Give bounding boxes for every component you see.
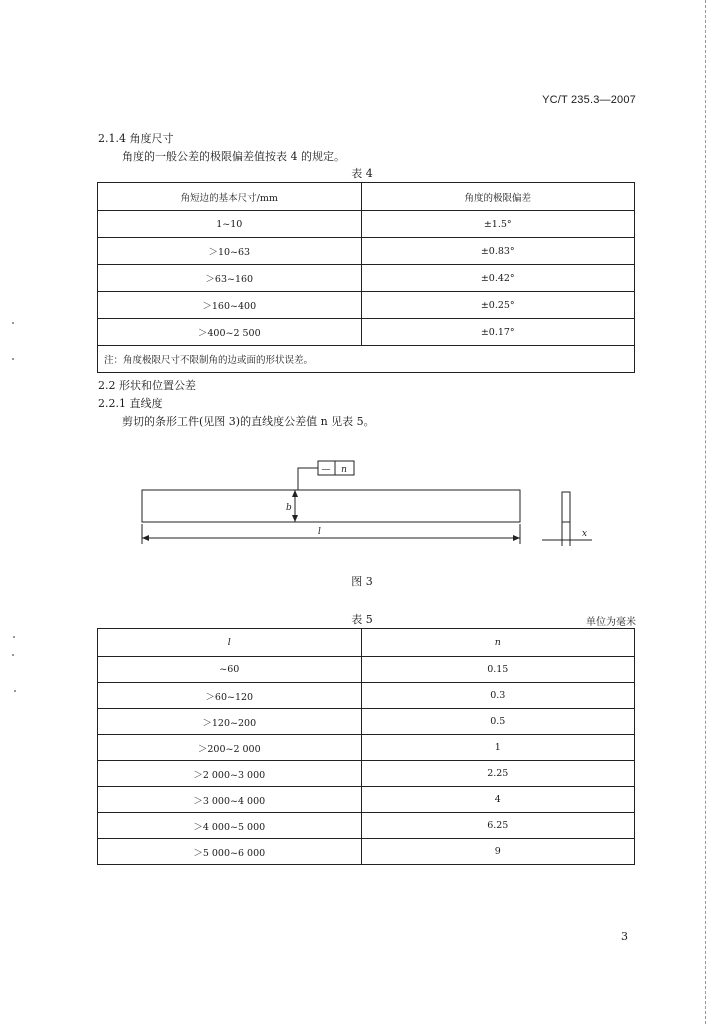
strip-workpiece: [142, 490, 520, 522]
table4-cell: ＞160~400: [98, 292, 362, 319]
label-l: l: [318, 527, 321, 537]
scan-speck: [12, 322, 14, 324]
table-row: [98, 238, 635, 265]
table4-cell: ±1.5°: [361, 211, 634, 238]
table5-cell: 1: [361, 735, 634, 761]
table5-cell: 0.5: [361, 709, 634, 735]
table4-header-deviation: 角度的极限偏差: [361, 183, 634, 211]
section-2-1-4-heading: 2.1.4 角度尺寸: [98, 132, 174, 145]
table4-header-size: 角短边的基本尺寸/mm: [98, 183, 362, 211]
table-row: [98, 813, 635, 839]
table5-cell: ＞200~2 000: [98, 735, 362, 761]
figure3-caption: 图 3: [351, 575, 373, 588]
tolerance-value: n: [341, 465, 347, 475]
table4-cell: ±0.42°: [361, 265, 634, 292]
figure3-diagram: [130, 450, 610, 560]
table4-cell: ±0.17°: [361, 319, 634, 346]
page-edge: [704, 0, 706, 1024]
table4-cell: 1~10: [98, 211, 362, 238]
table4-cell: ＞400~2 500: [98, 319, 362, 346]
table5: [97, 628, 635, 865]
table-row: [98, 683, 635, 709]
tolerance-leader: [298, 468, 318, 490]
table-row: [98, 839, 635, 865]
table4: [97, 182, 635, 373]
table4-cell: ＞10~63: [98, 238, 362, 265]
table4-cell: ±0.83°: [361, 238, 634, 265]
section-2-2-heading: 2.2 形状和位置公差: [98, 379, 196, 392]
table5-cell: 4: [361, 787, 634, 813]
table5-cell: ＞4 000~5 000: [98, 813, 362, 839]
table-row: [98, 787, 635, 813]
table5-header-n: n: [361, 629, 634, 657]
table5-header-l: l: [98, 629, 362, 657]
tolerance-symbol: —: [321, 465, 331, 475]
table5-cell: ＞3 000~4 000: [98, 787, 362, 813]
page-number: 3: [621, 930, 628, 943]
scan-speck: [12, 654, 14, 656]
doc-code: YC/T 235.3—2007: [542, 94, 636, 106]
table5-cell: ＞5 000~6 000: [98, 839, 362, 865]
table4-caption: 表 4: [351, 167, 373, 180]
table5-cell: 0.3: [361, 683, 634, 709]
table5-caption: 表 5: [351, 613, 373, 626]
table5-cell: ~60: [98, 657, 362, 683]
scan-speck: [14, 690, 16, 692]
section-2-1-4-text: 角度的一般公差的极限偏差值按表 4 的规定。: [122, 150, 345, 163]
table4-cell: ±0.25°: [361, 292, 634, 319]
section-2-2-1-text: 剪切的条形工件(见图 3)的直线度公差值 n 见表 5。: [122, 415, 375, 428]
table-row: [98, 709, 635, 735]
table-row: [98, 735, 635, 761]
scan-speck: [13, 636, 15, 638]
table-row: [98, 265, 635, 292]
table5-cell: 6.25: [361, 813, 634, 839]
table-row: [98, 761, 635, 787]
table5-unit: 单位为毫米: [586, 617, 636, 628]
table5-cell: ＞2 000~3 000: [98, 761, 362, 787]
table5-cell: 9: [361, 839, 634, 865]
table5-cell: 0.15: [361, 657, 634, 683]
label-x: x: [582, 529, 588, 539]
table5-cell: 2.25: [361, 761, 634, 787]
label-b: b: [286, 503, 292, 513]
table-row: [98, 319, 635, 346]
scan-speck: [12, 358, 14, 360]
table-row: [98, 211, 635, 238]
table5-cell: ＞60~120: [98, 683, 362, 709]
table4-cell: ＞63~160: [98, 265, 362, 292]
table5-cell: ＞120~200: [98, 709, 362, 735]
section-2-2-1-heading: 2.2.1 直线度: [98, 397, 163, 410]
table-row: [98, 292, 635, 319]
table-row: [98, 657, 635, 683]
table4-note: 注：角度极限尺寸不限制角的边或面的形状误差。: [98, 346, 635, 373]
strip-end-view: [562, 492, 570, 522]
